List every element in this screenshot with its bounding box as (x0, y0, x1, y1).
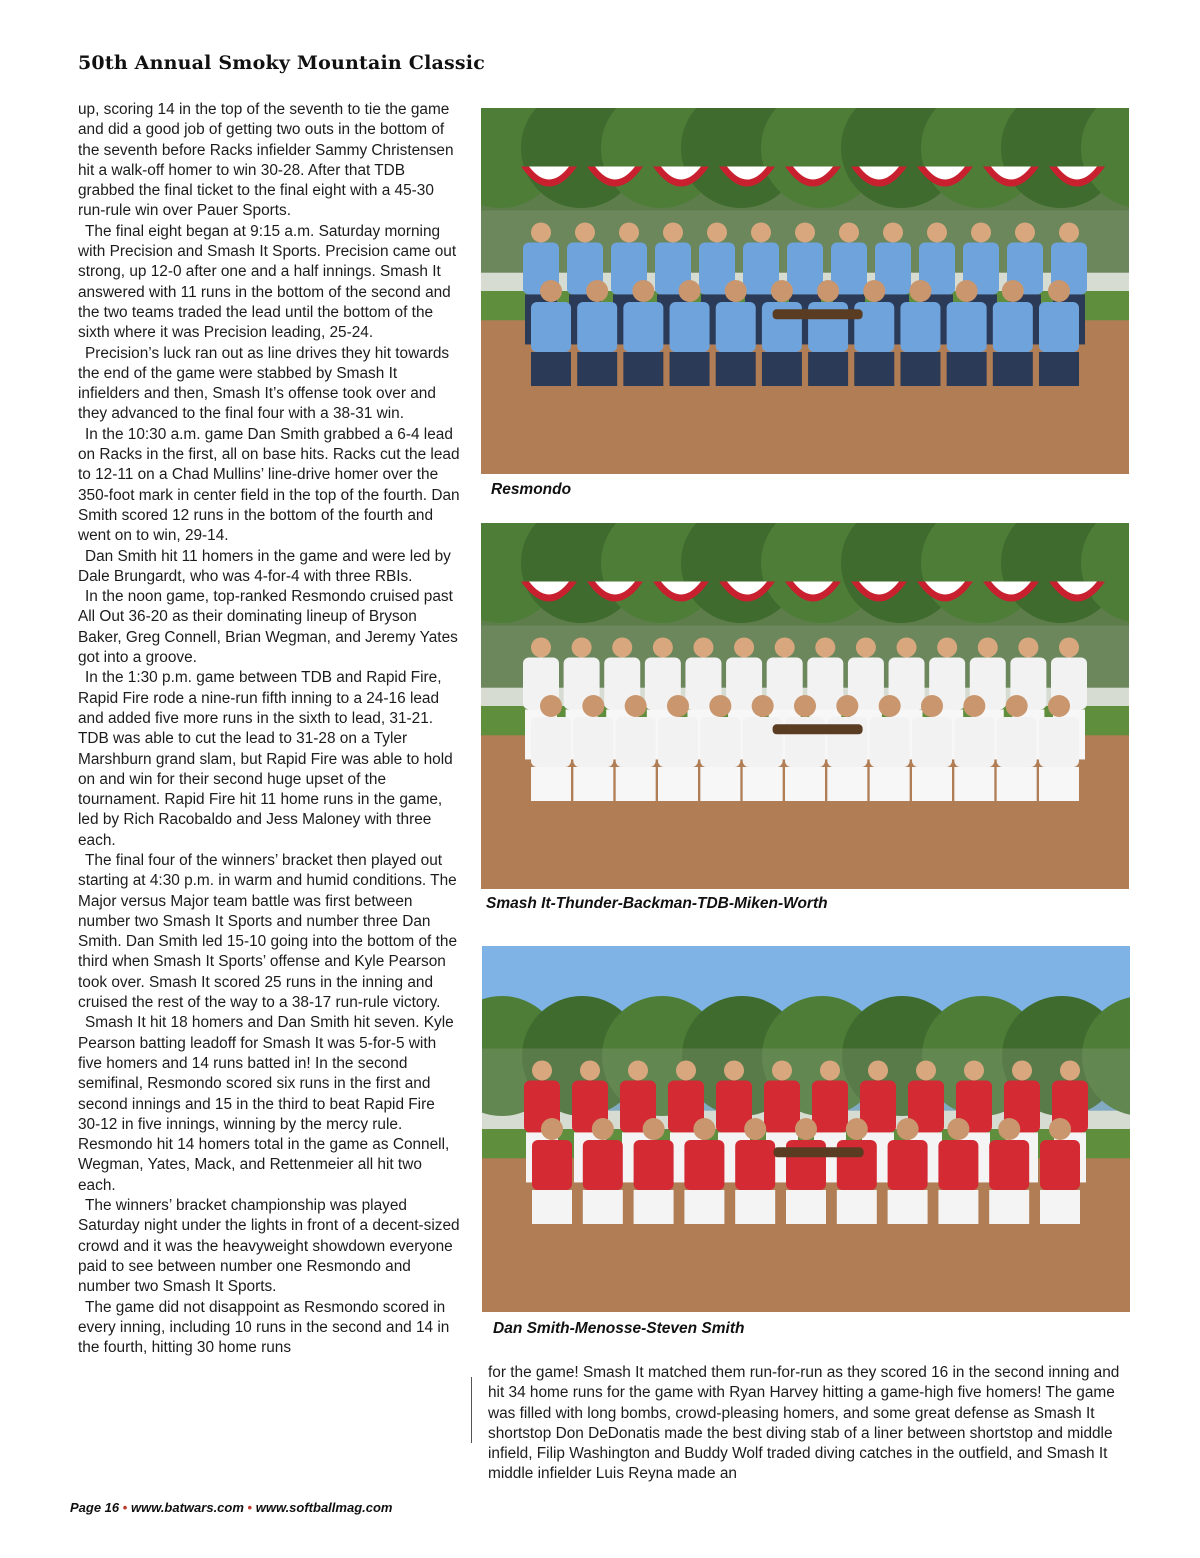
player-head (868, 1060, 888, 1080)
player-jersey (870, 717, 910, 767)
article-paragraph: In the 10:30 a.m. game Dan Smith grabbed a 6-4 lead on Racks in the first, all on base hits. Racks cut the lead to 12-11 on a Chad Mullins’ line-drive homer over the 350-foot mark in center field in the top of the fourth. Dan Smith scored 12 runs in the bottom of the fourth and went on to win, 29-14. (78, 425, 460, 545)
article-paragraph: Smash It hit 18 homers and Dan Smith hit seven. Kyle Pearson batting leadoff for Smash It was 5-for-5 with five homers and 14 runs batted in! In the second semifinal, Resmondo scored six runs in the first and second innings and 15 in the third to beat Rapid Fire 30-12 in five innings, winning by the mercy rule. Resmondo hit 14 homers total in the game as Connell, Wegman, Yates, Mack, and Rettenmeier all hit two each. (78, 1014, 454, 1194)
player-jersey (888, 1140, 928, 1190)
article-right-column (488, 1363, 1128, 1485)
player-head (709, 695, 731, 717)
player-head (1059, 637, 1079, 657)
player-pants (827, 767, 867, 801)
player-head (532, 1060, 552, 1080)
player-head (663, 222, 683, 242)
player-head (540, 695, 562, 717)
player-pants (573, 767, 613, 801)
player-pants (735, 1190, 775, 1224)
player-head (771, 280, 793, 302)
player-head (909, 280, 931, 302)
footer-separator: • (247, 1500, 253, 1515)
article-left-column (78, 100, 460, 1358)
player-jersey (623, 302, 663, 352)
player-pants (531, 352, 571, 386)
photo-caption-smash-it: Smash It-Thunder-Backman-TDB-Miken-Worth (486, 895, 828, 912)
player-head (836, 695, 858, 717)
article-paragraph: The winners’ bracket championship was played Saturday night under the lights in front of a decent-sized crowd and it was the heavyweight showdown everyone paid to see between number one Resmondo and number two Smash It Sports. (78, 1197, 460, 1296)
player-head (744, 1118, 766, 1140)
player-pants (583, 1190, 623, 1224)
player-head (575, 222, 595, 242)
player-jersey (787, 242, 823, 294)
photo-caption-resmondo: Resmondo (491, 481, 572, 498)
player-pants (531, 767, 571, 801)
player-head (839, 222, 859, 242)
player-pants (900, 352, 940, 386)
column-divider (471, 1377, 472, 1443)
player-head (580, 1060, 600, 1080)
player-head (1048, 695, 1070, 717)
player-pants (1039, 352, 1079, 386)
player-pants (854, 352, 894, 386)
team-photo-smash-it (481, 523, 1129, 889)
player-pants (1040, 1190, 1080, 1224)
page-footer (70, 1500, 392, 1515)
player-head (937, 637, 957, 657)
article-paragraph: up, scoring 14 in the top of the seventh to tie the game and did a good job of getting two outs in the bottom of the seventh before Racks infielder Sammy Christensen hit a walk-off homer to win 30-28. After that TDB grabbed the final ticket to the final eight with a 45-30 run-rule win over Pauer Sports. (78, 101, 454, 220)
player-head (856, 637, 876, 657)
player-jersey (716, 302, 756, 352)
player-head (724, 1060, 744, 1080)
player-head (956, 280, 978, 302)
team-photo-resmondo (481, 108, 1129, 474)
player-head (879, 695, 901, 717)
player-pants (993, 352, 1033, 386)
player-jersey (993, 302, 1033, 352)
player-head (693, 637, 713, 657)
player-head (612, 637, 632, 657)
player-head (963, 695, 985, 717)
player-head (693, 1118, 715, 1140)
player-head (863, 280, 885, 302)
player-jersey (812, 1080, 848, 1132)
player-head (1049, 1118, 1071, 1140)
article-paragraph: Dan Smith hit 11 homers in the game and were led by Dale Brungardt, who was 4-for-4 with three RBIs. (78, 547, 451, 585)
player-jersey (1039, 302, 1079, 352)
article-paragraph: for the game! Smash It matched them run-for-run as they scored 16 in the second inning and hit 34 home runs for the game with Ryan Harvey hitting a game-high five homers! The game was filled with long bombs, crowd-pleasing homers, and some great defense as Smash It shortstop Don DeDonatis made the best diving stab of a liner between shortstop and middle infield, Filip Washington and Buddy Wolf traded diving catches in the outfield, and Smash It middle infielder Luis Reyna made an (488, 1364, 1120, 1483)
player-pants (1039, 767, 1079, 801)
player-jersey (532, 1140, 572, 1190)
player-head (775, 637, 795, 657)
player-jersey (938, 1140, 978, 1190)
player-head (772, 1060, 792, 1080)
team-photo-dan-smith (482, 946, 1130, 1312)
player-head (897, 637, 917, 657)
player-head (815, 637, 835, 657)
player-pants (616, 767, 656, 801)
player-head (751, 222, 771, 242)
player-head (846, 1118, 868, 1140)
player-jersey (854, 302, 894, 352)
player-head (916, 1060, 936, 1080)
player-pants (634, 1190, 674, 1224)
player-pants (870, 767, 910, 801)
article-paragraph: The game did not disappoint as Resmondo scored in every inning, including 10 runs in the second and 14 in the fourth, hitting 30 home runs (78, 1298, 450, 1357)
trophy-bat (773, 724, 863, 734)
player-pants (808, 352, 848, 386)
page-header-title: 50th Annual Smoky Mountain Classic (78, 52, 485, 74)
player-pants (888, 1190, 928, 1224)
article-paragraph: In the noon game, top-ranked Resmondo cruised past All Out 36-20 as their dominating lineup of Bryson Baker, Greg Connell, Brian Wegman, and Jeremy Yates got into a groove. (78, 588, 458, 667)
player-pants (577, 352, 617, 386)
trophy-bat (774, 1147, 864, 1157)
photo-illustration (481, 108, 1129, 474)
player-jersey (577, 302, 617, 352)
player-head (1002, 280, 1024, 302)
player-pants (532, 1190, 572, 1224)
player-pants (947, 352, 987, 386)
player-head (707, 222, 727, 242)
photo-illustration (481, 523, 1129, 889)
player-head (619, 222, 639, 242)
player-jersey (573, 717, 613, 767)
player-head (1060, 1060, 1080, 1080)
player-jersey (900, 302, 940, 352)
player-head (1012, 1060, 1032, 1080)
player-head (667, 695, 689, 717)
player-jersey (954, 717, 994, 767)
player-jersey (1040, 1140, 1080, 1190)
player-head (725, 280, 747, 302)
player-head (883, 222, 903, 242)
player-jersey (658, 717, 698, 767)
player-head (531, 637, 551, 657)
player-pants (658, 767, 698, 801)
player-head (632, 280, 654, 302)
player-jersey (1039, 717, 1079, 767)
player-head (795, 222, 815, 242)
player-pants (716, 352, 756, 386)
player-head (921, 695, 943, 717)
player-pants (743, 767, 783, 801)
player-jersey (947, 302, 987, 352)
player-head (540, 280, 562, 302)
player-head (998, 1118, 1020, 1140)
player-jersey (997, 717, 1037, 767)
trophy-bat (773, 309, 863, 319)
player-pants (684, 1190, 724, 1224)
player-head (625, 695, 647, 717)
page-number: Page 16 (70, 1500, 120, 1515)
player-head (531, 222, 551, 242)
player-pants (837, 1190, 877, 1224)
article-paragraph: The final four of the winners’ bracket then played out starting at 4:30 p.m. in warm and humid conditions. The Major versus Major team battle was first between number two Smash It Sports and number three Dan Smith. Dan Smith led 15-10 going into the bottom of the third when Smash It Sports’ offense and Kyle Pearson took over. Smash It scored 25 runs in the inning and cruised the rest of the way to a 38-17 run-rule victory. (78, 851, 458, 1012)
player-jersey (531, 302, 571, 352)
player-jersey (634, 1140, 674, 1190)
player-head (964, 1060, 984, 1080)
player-head (541, 1118, 563, 1140)
player-head (582, 695, 604, 717)
player-pants (997, 767, 1037, 801)
player-head (1006, 695, 1028, 717)
player-pants (786, 1190, 826, 1224)
player-jersey (670, 302, 710, 352)
player-head (592, 1118, 614, 1140)
article-paragraph: The final eight began at 9:15 a.m. Saturday morning with Precision and Smash It Sports. Precision came out strong, up 12-0 after one and a half innings. Smash It answered with 11 runs in the bottom of the second and the two teams traded the lead until the bottom of the sixth where it was Precision leading, 25-24. (78, 222, 457, 342)
player-head (1059, 222, 1079, 242)
player-head (643, 1118, 665, 1140)
player-head (586, 280, 608, 302)
player-jersey (616, 717, 656, 767)
footer-link-softballmag[interactable]: www.softballmag.com (255, 1500, 393, 1515)
player-jersey (989, 1140, 1029, 1190)
player-jersey (583, 1140, 623, 1190)
player-pants (785, 767, 825, 801)
player-head (1018, 637, 1038, 657)
player-head (927, 222, 947, 242)
player-head (676, 1060, 696, 1080)
player-pants (954, 767, 994, 801)
article-paragraph: Precision’s luck ran out as line drives they hit towards the end of the game were stabbed by Smash It infielders and then, Smash It’s offense took over and they advanced to the final four with a 38-31 win. (78, 344, 450, 423)
player-head (1015, 222, 1035, 242)
player-jersey (912, 717, 952, 767)
player-head (794, 695, 816, 717)
player-head (978, 637, 998, 657)
player-jersey (684, 1140, 724, 1190)
player-head (628, 1060, 648, 1080)
player-head (572, 637, 592, 657)
player-head (971, 222, 991, 242)
player-head (1048, 280, 1070, 302)
player-jersey (764, 1080, 800, 1132)
article-paragraph: In the 1:30 p.m. game between TDB and Rapid Fire, Rapid Fire rode a nine-run fifth inning to a 24-16 lead and added five more runs in the sixth to lead, 31-21. TDB was able to cut the lead to 31-28 on a Tyler Marshburn grand slam, but Rapid Fire was able to hold on and win for their second huge upset of the tournament. Rapid Fire hit 11 home runs in the game, led by Rich Racobaldo and Jess Maloney with three each. (78, 669, 453, 849)
player-pants (623, 352, 663, 386)
player-jersey (735, 1140, 775, 1190)
player-jersey (531, 717, 571, 767)
photo-caption-dan-smith: Dan Smith-Menosse-Steven Smith (493, 1320, 745, 1337)
player-head (817, 280, 839, 302)
player-pants (700, 767, 740, 801)
player-head (734, 637, 754, 657)
footer-link-batwars[interactable]: www.batwars.com (130, 1500, 244, 1515)
player-head (897, 1118, 919, 1140)
player-head (679, 280, 701, 302)
player-head (653, 637, 673, 657)
player-head (820, 1060, 840, 1080)
player-pants (762, 352, 802, 386)
player-pants (938, 1190, 978, 1224)
player-head (795, 1118, 817, 1140)
footer-separator: • (122, 1500, 128, 1515)
photo-illustration (482, 946, 1130, 1312)
player-pants (912, 767, 952, 801)
player-head (947, 1118, 969, 1140)
player-jersey (700, 717, 740, 767)
player-pants (670, 352, 710, 386)
player-pants (989, 1190, 1029, 1224)
player-head (752, 695, 774, 717)
